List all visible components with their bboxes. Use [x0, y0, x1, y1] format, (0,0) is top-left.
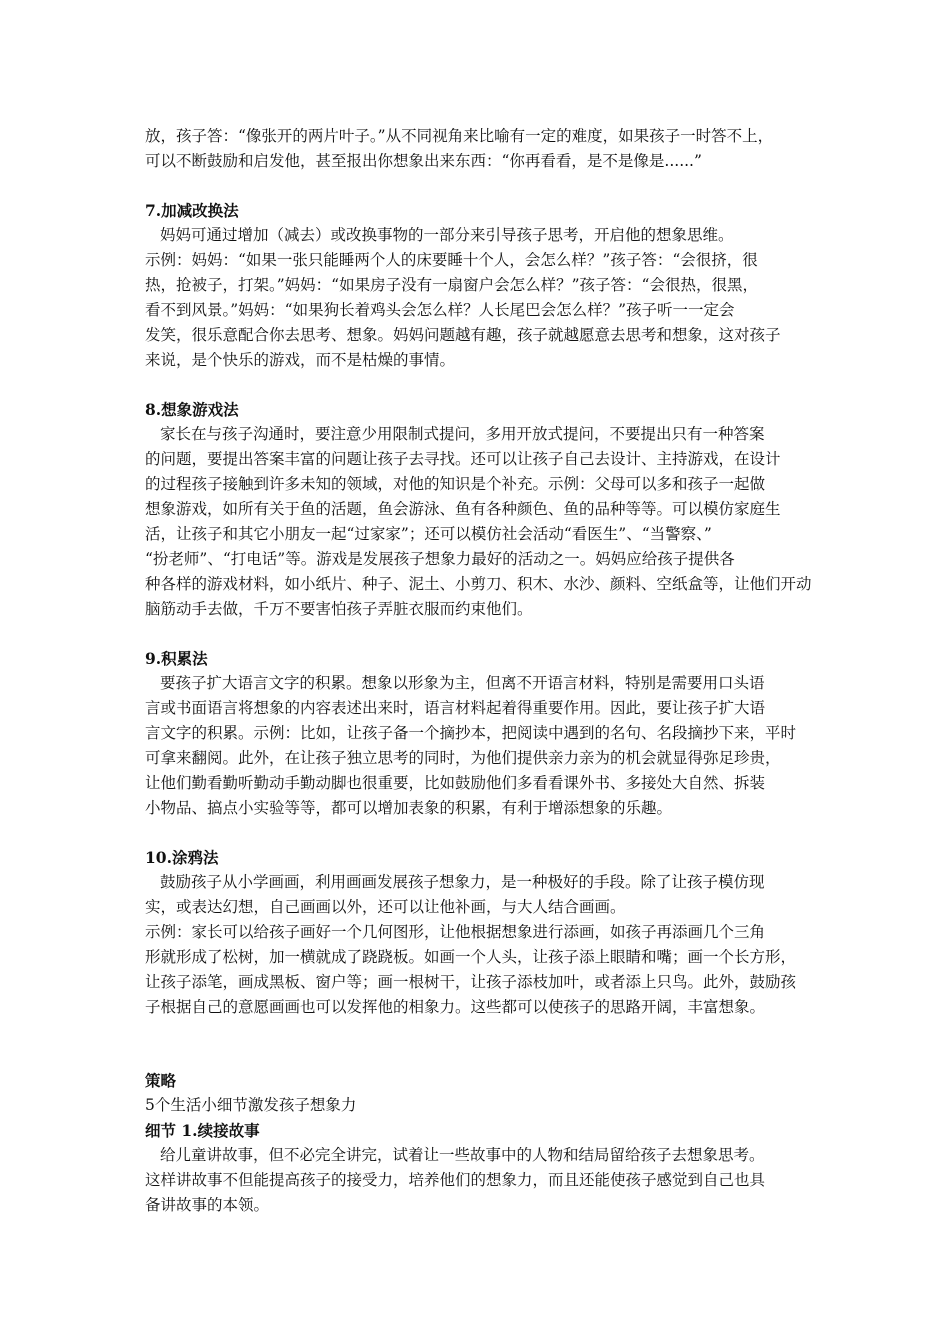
spacer: [145, 622, 815, 646]
section-9: [145, 646, 815, 821]
section-8-line: 的问题，要提出答案丰富的问题让孩子去寻找。还可以让孩子自己去设计、主持游戏，在设计: [145, 450, 781, 468]
section-9-line: 言或书面语言将想象的内容表述出来时，语言材料起着得重要作用。因此，要让孩子扩大语: [145, 699, 766, 717]
section-10-line: 让孩子添笔，画成黑板、窗户等；画一根树干，让孩子添枝加叶，或者添上只鸟。此外，鼓励孩: [145, 973, 797, 991]
section-10-line: 子根据自己的意愿画画也可以发挥他的相象力。这些都可以使孩子的思路开阔，丰富想象。: [145, 998, 766, 1016]
section-10-line: 鼓励孩子从小学画画，利用画画发展孩子想象力，是一种极好的手段。除了让孩子模仿现: [160, 873, 765, 891]
section-8-line: 种各样的游戏材料，如小纸片、种子、泥土、小剪刀、积木、水沙、颜料、空纸盒等，让他们开动: [145, 575, 812, 593]
section-7-line: 热，抢被子，打架。”妈妈：“如果房子没有一扇窗户会怎么样？”孩子答：“会很热，很黑，: [145, 276, 758, 294]
section-7-line: 发笑，很乐意配合你去思考、想象。妈妈问题越有趣，孩子就越愿意去思考和想象，这对孩子: [145, 326, 781, 344]
intro-line: 可以不断鼓励和启发他，甚至报出你想象出来东西：“你再看看，是不是像是......”: [145, 152, 702, 170]
spacer: [145, 1020, 815, 1068]
detail-1-line: 给儿童讲故事，但不必完全讲完，试着让一些故事中的人物和结局留给孩子去想象思考。: [160, 1146, 765, 1164]
section-7-line: 来说，是个快乐的游戏，而不是枯燥的事情。: [145, 351, 456, 369]
section-8: [145, 397, 815, 622]
section-7-line: 示例：妈妈：“如果一张只能睡两个人的床要睡十个人，会怎么样？”孩子答：“会很挤，很: [145, 251, 758, 269]
spacer: [145, 821, 815, 845]
section-8-line: 家长在与孩子沟通时，要注意少用限制式提问，多用开放式提问，不要提出只有一种答案: [160, 425, 765, 443]
section-7-line: 看不到风景。”妈妈：“如果狗长着鸡头会怎么样？人长尾巴会怎么样？”孩子听一一定会: [145, 301, 735, 319]
section-10-line: 示例：家长可以给孩子画好一个几何图形，让他根据想象进行添画，如孩子再添画几个三角: [145, 923, 766, 941]
section-8-title: 8.想象游戏法: [145, 400, 239, 419]
section-9-line: 言文字的积累。示例：比如，让孩子备一个摘抄本，把阅读中遇到的名句、名段摘抄下来，平时: [145, 724, 797, 742]
spacer: [145, 174, 815, 198]
detail-1-line: 备讲故事的本领。: [145, 1196, 270, 1214]
spacer: [145, 373, 815, 397]
section-8-line: 脑筋动手去做，千万不要害怕孩子弄脏衣服而约束他们。: [145, 600, 533, 618]
section-10-title: 10.涂鸦法: [145, 848, 219, 867]
strategy-title: 策略: [145, 1071, 177, 1090]
intro-paragraph: [145, 124, 815, 174]
section-8-line: “扮老师”、“打电话”等。游戏是发展孩子想象力最好的活动之一。妈妈应给孩子提供各: [145, 550, 735, 568]
section-9-line: 小物品、搞点小实验等等，都可以增加表象的积累，有利于增添想象的乐趣。: [145, 799, 673, 817]
section-7-title: 7.加减改换法: [145, 201, 239, 220]
section-7: [145, 198, 815, 373]
section-9-line: 可拿来翻阅。此外，在让孩子独立思考的同时，为他们提供亲力亲为的机会就显得弥足珍贵，: [145, 749, 781, 767]
document-page: [145, 124, 815, 1218]
section-9-line: 要孩子扩大语言文字的积累。想象以形象为主，但离不开语言材料，特别是需要用口头语: [160, 674, 765, 692]
strategy-subtitle: 5个生活小细节激发孩子想象力: [145, 1096, 357, 1114]
section-8-line: 活，让孩子和其它小朋友一起“过家家”；还可以模仿社会活动“看医生”、“当警察、”: [145, 525, 712, 543]
detail-1-title: 细节 1.续接故事: [145, 1121, 260, 1140]
section-8-line: 的过程孩子接触到许多未知的领域，对他的知识是个补充。示例：父母可以多和孩子一起做: [145, 475, 766, 493]
section-10-line: 形就形成了松树，加一横就成了跷跷板。如画一个人头，让孩子添上眼睛和嘴；画一个长方形，: [145, 948, 797, 966]
section-8-line: 想象游戏，如所有关于鱼的活题，鱼会游泳、鱼有各种颜色、鱼的品种等等。可以模仿家庭生: [145, 500, 781, 518]
detail-1-line: 这样讲故事不但能提高孩子的接受力，培养他们的想象力，而且还能使孩子感觉到自己也具: [145, 1171, 766, 1189]
section-9-line: 让他们勤看勤听勤动手勤动脚也很重要，比如鼓励他们多看看课外书、多接处大自然、拆装: [145, 774, 766, 792]
section-7-line: 妈妈可通过增加（减去）或改换事物的一部分来引导孩子思考，开启他的想象思维。: [160, 226, 734, 244]
section-9-title: 9.积累法: [145, 649, 208, 668]
section-10-line: 实，或表达幻想，自己画画以外，还可以让他补画，与大人结合画画。: [145, 898, 626, 916]
strategy-section: [145, 1068, 815, 1218]
section-10: [145, 845, 815, 1020]
intro-line: 放，孩子答：“像张开的两片叶子。”从不同视角来比喻有一定的难度，如果孩子一时答不上，: [145, 127, 774, 145]
